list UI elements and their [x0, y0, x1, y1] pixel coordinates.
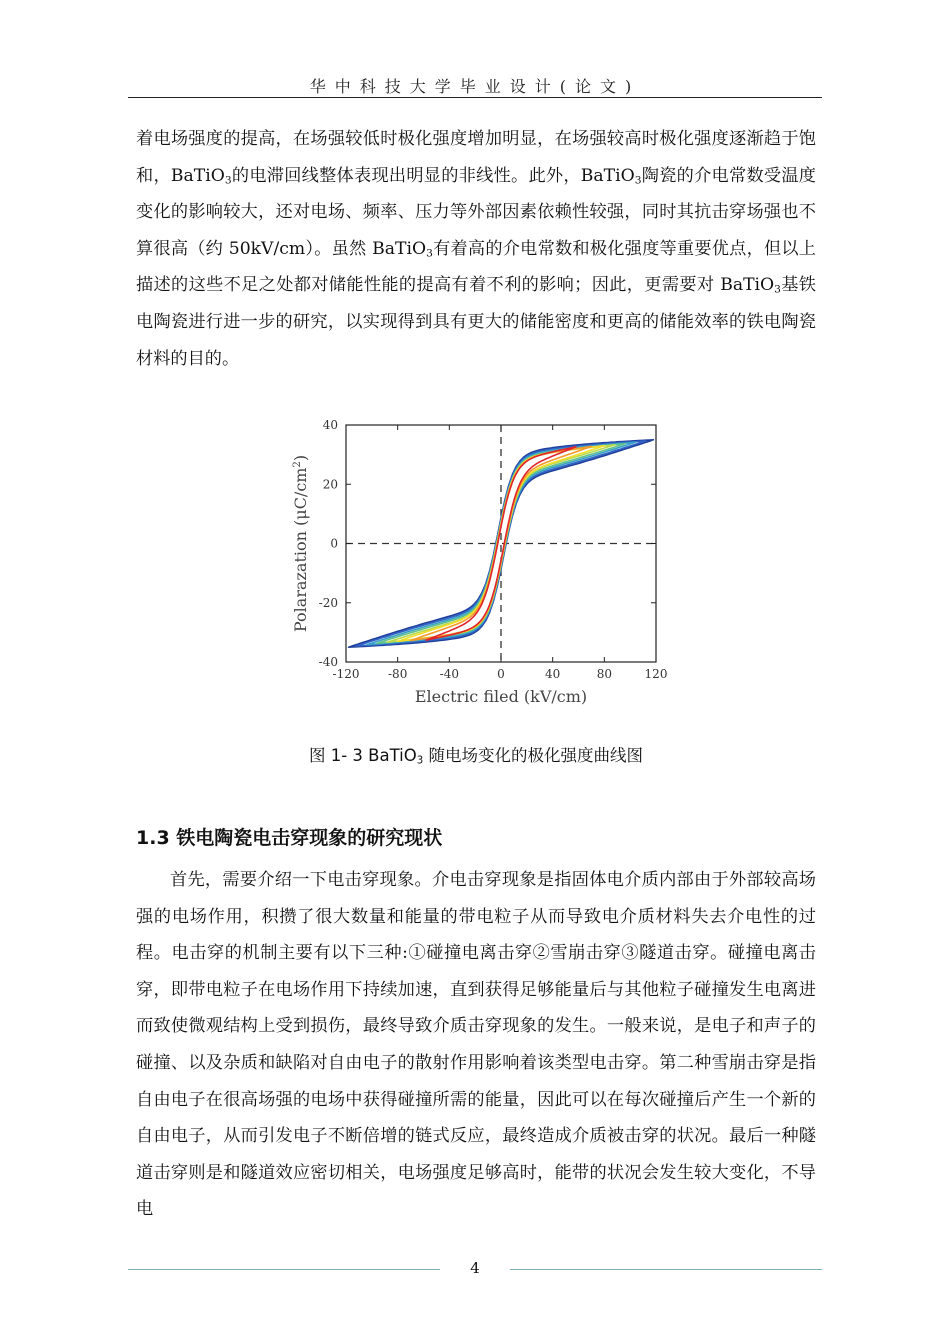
y-tick-label: 0 [330, 536, 338, 551]
y-axis-label: Polarazation $(\mu C/cm^2)$ [291, 454, 310, 633]
x-tick-label: 80 [596, 667, 612, 681]
paragraph-1-text-a: 着电场强度的提高，在场强较低时极化强度增加明显，在场强较高时极化强度逐渐趋于饱和，BaTiO [136, 129, 816, 186]
page-number: 4 [470, 1259, 480, 1277]
y-tick-label: -40 [318, 655, 338, 669]
x-tick-label: -80 [388, 667, 408, 681]
subscript-3: 3 [224, 173, 232, 187]
y-tick-label: -20 [318, 595, 338, 610]
figure-caption [136, 742, 816, 766]
body-paragraph-2: 首先，需要介绍一下电击穿现象。介电击穿现象是指固体电介质内部由于外部较高场强的电场作用，积攒了很大数量和能量的带电粒子从而导致电介质材料失去介电性的过程。电击穿的机制主要有以下三种:①碰撞电离击穿②雪崩击穿③隧道击穿。碰撞电离击穿，即带电粒子在电场作用下持续加速，直到获得足够能量后与其他粒子碰撞发生电离进而致使微观结构上受到损伤，最终导致介质击穿现象的发生。一般来说，是电子和声子的碰撞、以及杂质和缺陷对自由电子的散射作用影响着该类型电击穿。第二种雪崩击穿是指自由电子在很高场强的电场中获得碰撞所需的能量，因此可以在每次碰撞后产生一个新的自由电子，从而引发电子不断倍增的链式反应，最终造成介质被击穿的状况。最后一种隧道击穿则是和隧道效应密切相关，电场强度足够高时，能带的状况会发生较大变化，不导电 [136, 870, 816, 1220]
x-tick-label: 40 [545, 667, 561, 681]
x-axis-label: Electric filed (kV/cm) [414, 687, 588, 706]
caption-subscript: 3 [416, 755, 424, 767]
section-heading: 1.3 铁电陶瓷电击穿现象的研究现状 [136, 827, 443, 849]
paragraph-1-text-d: 有着高的介电常数和极化强度等重要优点，但以上描述的这些不足之处都对储能性能的提高有着不利的影响；因此，更需要对 BaTiO [136, 238, 816, 296]
y-tick-label: 20 [322, 477, 338, 492]
footer-rule-right [510, 1269, 822, 1270]
subscript-3: 3 [426, 246, 433, 260]
page-header-title: 华中科技大学毕业设计(论文) [309, 77, 641, 96]
body-paragraph-1 [136, 121, 816, 377]
plot-frame [346, 425, 656, 662]
x-tick-label: -40 [439, 667, 459, 681]
paragraph-1-text-e: 基铁电陶瓷进行进一步的研究，以实现得到具有更大的储能密度和更高的储能效率的铁电陶瓷材料的目的。 [136, 275, 816, 369]
subscript-3: 3 [634, 173, 642, 187]
header-rule [128, 97, 822, 98]
footer-rule-left [128, 1269, 440, 1270]
y-tick-label: 40 [322, 418, 338, 432]
x-tick-label: 120 [644, 667, 668, 681]
caption-prefix: 图 1- 3 BaTiO [308, 746, 417, 765]
hysteresis-loop-chart [282, 410, 682, 710]
paragraph-1-text-b: 的电滞回线整体表现出明显的非线性。此外，BaTiO [231, 165, 635, 186]
subscript-3: 3 [774, 283, 781, 297]
x-tick-label: -120 [332, 667, 360, 681]
x-tick-label: 0 [497, 667, 505, 681]
paragraph-1-text-c: 陶瓷的介电常数受温度变化的影响较大，还对电场、频率、压力等外部因素依赖性较强，同时其抗击穿场强也不算很高（约 50kV/cm）。虽然 BaTiO [136, 165, 816, 259]
caption-suffix: 随电场变化的极化强度曲线图 [423, 746, 644, 765]
hysteresis-figure [282, 410, 682, 714]
